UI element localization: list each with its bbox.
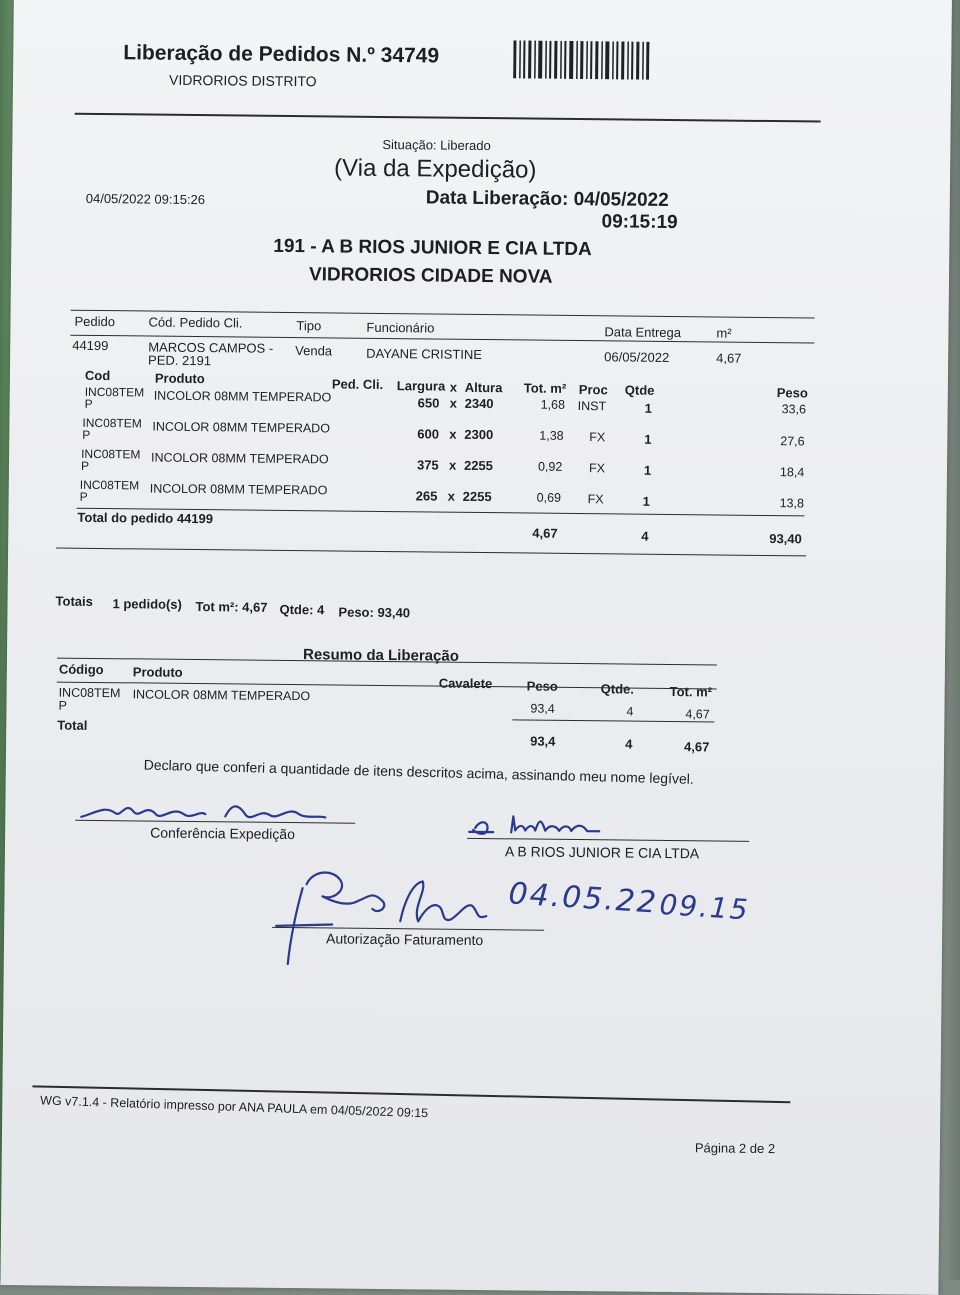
totals-orders: 1 pedido(s) — [112, 596, 182, 612]
item-height: 2340 — [464, 395, 494, 412]
autorizacao-signature — [272, 860, 503, 972]
item-width: 650 — [417, 395, 440, 411]
col-peso: Peso — [776, 385, 808, 401]
col-tot-m2: Tot. m² — [523, 380, 567, 396]
item-width: 600 — [417, 426, 440, 442]
item-height: 2255 — [463, 457, 494, 474]
col-cod: Cod — [84, 367, 111, 384]
item-product: INCOLOR 08MM TEMPERADO — [149, 481, 328, 498]
col-pedido: Pedido — [74, 313, 116, 330]
item-code: INC08TEM — [82, 415, 142, 431]
page-number: Página 2 de 2 — [694, 1140, 776, 1157]
item-proc: FX — [587, 492, 604, 507]
conferencia-label: Conferência Expedição — [150, 824, 296, 843]
col-tipo: Tipo — [296, 318, 322, 334]
item-code-suffix: P — [84, 396, 93, 411]
item-code: INC08TEM — [84, 384, 145, 400]
summary-total-weight: 93,4 — [530, 733, 556, 749]
order-number: 44199 — [72, 337, 109, 354]
item-weight: 13,8 — [779, 496, 805, 511]
handwritten-time: 09.15 — [658, 887, 751, 927]
summary-total-label: Total — [57, 717, 88, 733]
summary-code: INC08TEM — [58, 685, 121, 701]
declaration-text: Declaro que conferi a quantidade de itens descritos acima, assinando meu nome legível. — [143, 756, 694, 787]
order-total-m2: 4,67 — [532, 525, 558, 541]
item-width: 375 — [416, 457, 439, 473]
item-x: x — [448, 457, 457, 473]
item-width: 265 — [415, 488, 438, 504]
totals-qty: Qtde: 4 — [279, 601, 325, 618]
summary-weight: 93,4 — [530, 701, 555, 716]
item-qty: 1 — [642, 493, 650, 509]
item-product: INCOLOR 08MM TEMPERADO — [151, 450, 329, 467]
item-code-suffix: P — [82, 427, 91, 442]
items-bottom-rule — [56, 548, 806, 557]
totals-m2: Tot m²: 4,67 — [195, 599, 268, 615]
summary-col-qtde: Qtde. — [600, 681, 635, 697]
col-data-entrega: Data Entrega — [604, 324, 682, 341]
item-code: INC08TEM — [81, 446, 141, 462]
order-m2: 4,67 — [716, 350, 742, 366]
print-datetime: 04/05/2022 09:15:26 — [85, 190, 206, 208]
col-produto: Produto — [154, 370, 205, 387]
via-label: (Via da Expedição) — [333, 154, 537, 184]
order-client-code-1: MARCOS CAMPOS - — [148, 339, 274, 356]
item-product: INCOLOR 08MM TEMPERADO — [152, 419, 331, 436]
item-tot-m2: 0,69 — [536, 490, 562, 505]
col-proc: Proc — [578, 382, 608, 398]
item-weight: 33,6 — [781, 402, 807, 417]
item-code-suffix: P — [79, 489, 88, 504]
col-largura: Largura — [396, 378, 446, 394]
item-proc: FX — [589, 430, 606, 445]
totals-weight: Peso: 93,40 — [338, 604, 411, 621]
header-divider — [75, 113, 821, 123]
item-tot-m2: 0,92 — [537, 459, 563, 474]
col-funcionario: Funcionário — [366, 319, 435, 336]
barcode — [513, 40, 649, 79]
col-x: x — [449, 379, 458, 395]
order-total-weight: 93,40 — [769, 531, 802, 547]
order-type: Venda — [295, 343, 333, 359]
item-x: x — [449, 395, 457, 411]
item-code: INC08TEM — [79, 477, 140, 493]
footer-printed-by: WG v7.1.4 - Relatório impresso por ANA PAULA em 04/05/2022 09:15 — [39, 1093, 429, 1121]
order-total-qty: 4 — [641, 528, 649, 544]
summary-total-m2: 4,67 — [684, 739, 710, 755]
client-signature — [467, 808, 607, 841]
client-store: VIDRORIOS CIDADE NOVA — [308, 264, 553, 288]
summary-col-peso: Peso — [526, 678, 558, 694]
summary-product: INCOLOR 08MM TEMPERADO — [132, 687, 311, 704]
client-name: 191 - A B RIOS JUNIOR E CIA LTDA — [273, 235, 592, 261]
order-delivery-date: 06/05/2022 — [604, 349, 670, 365]
summary-col-produto: Produto — [132, 664, 183, 680]
handwritten-date: 04.05.22 — [507, 876, 660, 921]
item-qty: 1 — [643, 462, 652, 478]
item-code-suffix: P — [80, 458, 90, 473]
item-weight: 27,6 — [780, 434, 805, 449]
summary-col-codigo: Código — [58, 661, 104, 678]
autorizacao-label: Autorização Faturamento — [325, 930, 484, 949]
col-qtde: Qtde — [624, 382, 655, 398]
item-height: 2300 — [464, 426, 494, 443]
item-tot-m2: 1,68 — [540, 397, 566, 412]
order-employee: DAYANE CRISTINE — [366, 345, 483, 363]
totals-label: Totais — [55, 593, 93, 609]
summary-code-suffix: P — [58, 698, 67, 713]
summary-col-cavalete: Cavalete — [438, 675, 493, 692]
item-proc: FX — [588, 461, 606, 476]
order-client-code-2: PED. 2191 — [148, 352, 212, 369]
summary-total-rule — [512, 719, 714, 722]
summary-m2: 4,67 — [685, 707, 710, 722]
summary-col-tot-m2: Tot. m² — [669, 683, 713, 700]
release-date: Data Liberação: 04/05/2022 — [425, 187, 669, 211]
col-altura: Altura — [464, 379, 503, 396]
item-x: x — [449, 426, 457, 442]
item-weight: 18,4 — [779, 465, 805, 480]
item-tot-m2: 1,38 — [539, 428, 564, 443]
item-proc: INST — [577, 399, 607, 414]
client-signature-label: A B RIOS JUNIOR E CIA LTDA — [504, 843, 700, 862]
item-x: x — [447, 488, 456, 504]
col-cod-pedido-cli: Cód. Pedido Cli. — [148, 314, 243, 331]
release-time: 09:15:19 — [601, 211, 678, 234]
item-height: 2255 — [462, 488, 492, 505]
company-name: VIDRORIOS DISTRITO — [168, 71, 317, 90]
summary-total-qty: 4 — [625, 736, 633, 752]
summary-qty: 4 — [626, 704, 634, 719]
document-title: Liberação de Pedidos N.º 34749 — [123, 41, 440, 68]
item-product: INCOLOR 08MM TEMPERADO — [153, 388, 332, 405]
item-qty: 1 — [644, 431, 652, 447]
status-label: Situação: Liberado — [382, 136, 491, 154]
col-m2: m² — [716, 325, 732, 341]
col-ped-cli: Ped. Cli. — [331, 376, 384, 392]
order-total-label: Total do pedido 44199 — [77, 509, 214, 527]
summary-title: Resumo da Liberação — [302, 646, 460, 665]
item-qty: 1 — [644, 400, 652, 416]
